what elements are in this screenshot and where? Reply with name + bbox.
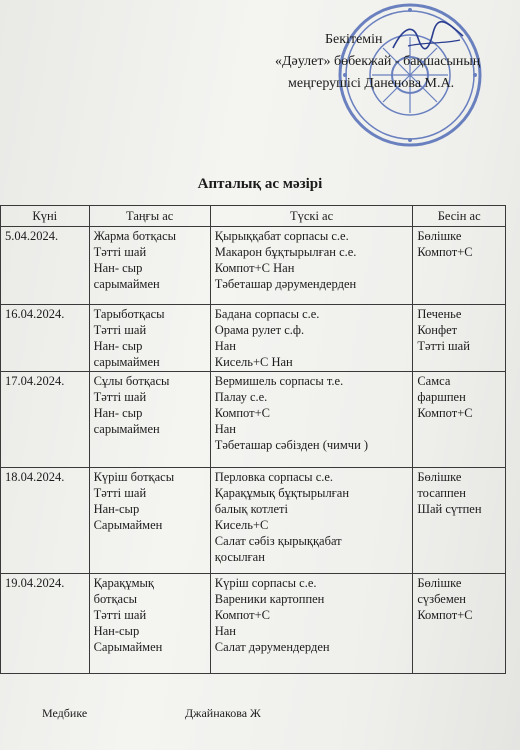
snack-cell <box>413 227 506 305</box>
date-cell: 16.04.2024. <box>1 305 90 372</box>
breakfast-item: Нан- сыр <box>93 406 143 420</box>
snack-cell <box>413 305 506 372</box>
lunch-item: Компот+С <box>214 406 270 420</box>
snack-item: фаршпен <box>417 390 466 404</box>
snack-item: Конфет <box>417 323 458 337</box>
lunch-item: Палау с.е. <box>214 390 268 404</box>
snack-cell <box>413 372 506 468</box>
breakfast-cell <box>89 574 210 674</box>
lunch-item: Тәбеташар сәбізден (чимчи ) <box>214 438 369 452</box>
date-cell: 5.04.2024. <box>1 227 90 305</box>
lunch-item: Вермишель сорпасы т.е. <box>214 374 344 388</box>
snack-item: Компот+С <box>417 245 473 259</box>
breakfast-cell <box>89 305 210 372</box>
snack-item: Компот+С <box>417 406 473 420</box>
column-header-lunch: Түскі ас <box>210 206 413 227</box>
snack-item: Тәтті шай <box>417 339 470 353</box>
breakfast-item: Жарма ботқасы <box>93 229 177 243</box>
approval-organization: «Дәулет» бөбекжай - бақшасының <box>275 54 481 69</box>
breakfast-item: Қарақұмық <box>93 576 154 590</box>
lunch-item: Нан <box>214 624 236 638</box>
breakfast-cell <box>89 372 210 468</box>
lunch-item: балық котлеті <box>214 502 288 516</box>
breakfast-item: Тәтті шай <box>93 486 147 500</box>
breakfast-item: Тәтті шай <box>93 245 147 259</box>
table-row <box>1 468 506 574</box>
lunch-item: Салат дәрумендерден <box>214 640 330 654</box>
breakfast-cell <box>89 468 210 574</box>
breakfast-item: Тарыботқасы <box>93 307 165 321</box>
breakfast-item: Сарымаймен <box>93 518 163 532</box>
lunch-item: Перловка сорпасы с.е. <box>214 470 334 484</box>
breakfast-item: Нан-сыр <box>93 624 140 638</box>
breakfast-item: Тәтті шай <box>93 323 147 337</box>
lunch-item: Бадана сорпасы с.е. <box>214 307 320 321</box>
column-header-snack: Бесін ас <box>413 206 506 227</box>
nurse-role: Медбике <box>42 706 88 720</box>
lunch-item: Нан <box>214 339 236 353</box>
breakfast-item: Тәтті шай <box>93 608 147 622</box>
approval-director: меңгерушісі Даненова М.А. <box>288 76 455 91</box>
snack-item: Шай сүтпен <box>417 502 482 516</box>
table-row <box>1 372 506 468</box>
lunch-item: Компот+С Нан <box>214 261 295 275</box>
date-cell: 19.04.2024. <box>1 574 90 674</box>
snack-item: тосаппен <box>417 486 466 500</box>
breakfast-cell <box>89 227 210 305</box>
page-title: Апталық ас мәзірі <box>197 176 323 192</box>
snack-item: Компот+С <box>417 608 473 622</box>
lunch-item: Кисель+С Нан <box>214 355 293 369</box>
lunch-item: Нан <box>214 422 236 436</box>
lunch-cell <box>210 574 413 674</box>
lunch-item: Орама рулет с.ф. <box>214 323 305 337</box>
lunch-cell <box>210 227 413 305</box>
snack-item: Печенье <box>417 307 462 321</box>
snack-cell <box>413 468 506 574</box>
breakfast-item: Нан-сыр <box>93 502 140 516</box>
breakfast-item: Тәтті шай <box>93 390 147 404</box>
table-header-row <box>1 206 506 227</box>
snack-cell <box>413 574 506 674</box>
breakfast-item: сарымаймен <box>93 355 160 369</box>
lunch-item: Кисель+С <box>214 518 269 532</box>
lunch-cell <box>210 305 413 372</box>
breakfast-item: Сұлы ботқасы <box>93 374 170 388</box>
table-row <box>1 227 506 305</box>
approval-heading: Бекітемін <box>325 32 383 47</box>
lunch-item: Вареники картоппен <box>214 592 325 606</box>
table-row <box>1 574 506 674</box>
column-header-breakfast: Таңғы ас <box>89 206 210 227</box>
breakfast-item: Нан- сыр <box>93 339 143 353</box>
lunch-item: Тәбеташар дәрумендерден <box>214 277 357 291</box>
snack-item: Бөлішке <box>417 576 462 590</box>
lunch-cell <box>210 372 413 468</box>
lunch-cell <box>210 468 413 574</box>
lunch-item: Қырыққабат сорпасы с.е. <box>214 229 349 243</box>
date-cell: 17.04.2024. <box>1 372 90 468</box>
breakfast-item: ботқасы <box>93 592 138 606</box>
table-row <box>1 305 506 372</box>
lunch-item: Макарон бұқтырылған с.е. <box>214 245 357 259</box>
lunch-item: Қарақұмық бұқтырылған <box>214 486 350 500</box>
lunch-item: Салат сәбіз қырыққабат <box>214 534 342 548</box>
snack-item: сүзбемен <box>417 592 466 606</box>
lunch-item: Күріш сорпасы с.е. <box>214 576 317 590</box>
date-cell: 18.04.2024. <box>1 468 90 574</box>
breakfast-item: Сарымаймен <box>93 640 163 654</box>
nurse-name: Джайнакова Ж <box>185 706 261 720</box>
weekly-menu-table <box>0 205 506 674</box>
breakfast-item: Күріш ботқасы <box>93 470 175 484</box>
breakfast-item: Нан- сыр <box>93 261 143 275</box>
snack-item: Бөлішке <box>417 470 462 484</box>
lunch-item: Компот+С <box>214 608 270 622</box>
breakfast-item: сарымаймен <box>93 422 160 436</box>
snack-item: Самса <box>417 374 451 388</box>
column-header-date: Күні <box>1 206 90 227</box>
breakfast-item: сарымаймен <box>93 277 160 291</box>
lunch-item: қосылған <box>214 550 265 564</box>
table-body <box>1 227 506 674</box>
snack-item: Бөлішке <box>417 229 462 243</box>
